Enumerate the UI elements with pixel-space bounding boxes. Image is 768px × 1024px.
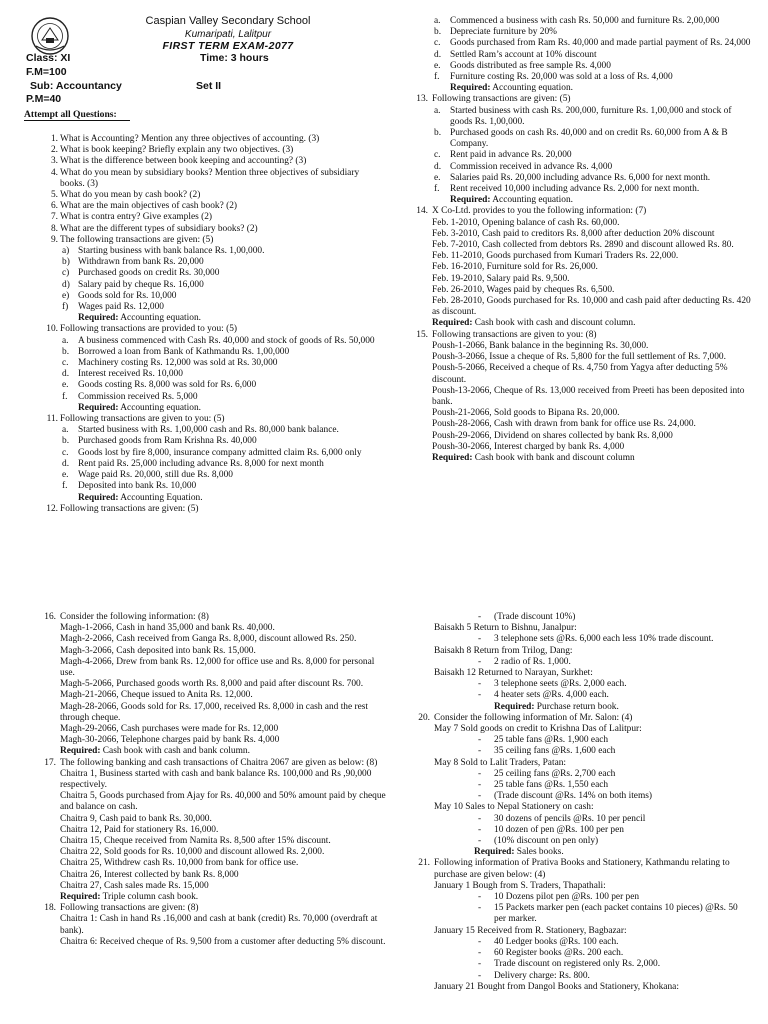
list-item: - 3 telephone sets @Rs. 6,000 each less 10% trade discount. [478,634,714,645]
list-item: Magh-1-2066, Cash in hand 35,000 and bank Rs. 40,000. [60,623,275,634]
instructions: Attempt all Questions: [24,109,117,120]
required-note: Required: Cash book with cash and discount column. [432,318,636,329]
list-item: - 25 table fans @Rs. 1,900 each [478,735,609,746]
list-item: f. Deposited into bank Rs. 10,000 [62,481,197,492]
list-item: Feb. 3-2010, Cash paid to creditors Rs. 8,000 after deduction 20% discount [432,228,715,239]
required-note: Required: Purchase return book. [494,701,619,712]
question-20: 20. Consider the following information of Mr. Salon: (4) May 7 Sold goods on credit to Krishna Das of Lalitpur: - 25 table fans @Rs. 1,900 each - 35 ceiling fans @Rs. 1,600 each May 8 Sold to Lalit Traders, Patan: - 25 ceiling fans @Rs. 2,700 each - 25 table fans @Rs. 1,550 each - (Trade discount @Rs. 14% on both items) May 10 Sales to Nepal Stationery on cash: - 30 dozens of pencils @Rs. 10 per pencil - 10 dozen of pen @Rs. 100 per pen - (10% discount on pen only) Required: Sales books. [414,713,752,859]
list-item: Chaitra 1: Cash in hand Rs .16,000 and cash at bank (credit) Rs. 70,000 (overdraft at bank). [60,914,378,936]
list-item: - 15 Packets marker pen (each packet contains 10 pieces) @Rs. 50 per marker. [478,903,738,925]
list-item: c. Machinery costing Rs. 12,000 was sold at Rs. 30,000 [62,358,278,369]
list-item: Chaitra 12, Paid for stationery Rs. 16,000. [60,824,219,835]
list-item: d. Settled Ram’s account at 10% discount [434,49,597,60]
list-item: a. Started business with Rs. 1,00,000 cash and Rs. 80,000 bank balance. [62,425,339,436]
list-item: Magh-21-2066, Cheque issued to Anita Rs. 12,000. [60,690,253,701]
list-item: b) Withdrawn from bank Rs. 20,000 [62,257,204,268]
list-item: Feb. 16-2010, Furniture sold for Rs. 26,000. [432,262,598,273]
list-item: e. Wage paid Rs. 20,000, still due Rs. 8,000 [62,470,233,481]
pass-marks: P.M=40 [26,93,62,105]
list-item: Magh-29-2066, Cash purchases were made for Rs. 12,000 [60,724,279,735]
required-note: Required: Accounting equation. [450,195,573,206]
question-21: 21. Following information of Prativa Books and Stationery, Kathmandu relating to purchase are given below: (4) January 1 Bough from S. Traders, Thapathali: - 10 Dozens pilot pen @Rs. 100 per pen - 15 Packets marker pen (each packet contains 10 pieces) @Rs. 50 per marker. January 15 Received from R. Stationery, Bagbazar: - 40 Ledger books @Rs. 100 each. - 60 Register books @Rs. 200 each. - Trade discount on registered only Rs. 2,000. - Delivery charge: Rs. 800. January 21 Bought from Dangol Books and Stationery, Khokana: [414,858,752,992]
group-heading: May 8 Sold to Lalit Traders, Patan: [434,757,567,768]
question-item: 6. What are the main objectives of cash book? (2) [50,201,238,212]
list-item: Magh-2-2066, Cash received from Ganga Rs. 8,000, discount allowed Rs. 250. [60,634,357,645]
list-item: f. Rent received 10,000 including advance Rs. 2,000 for next month. [434,184,700,195]
set-label: Set II [196,80,222,92]
list-item: c) Purchased goods on credit Rs. 30,000 [62,268,220,279]
list-item: Poush-1-2066, Bank balance in the beginning Rs. 30,000. [432,340,649,351]
required-note: Required: Triple column cash book. [60,892,199,903]
list-item: d. Interest received Rs. 10,000 [62,369,183,380]
group-heading: January 21 Bought from Dangol Books and Stationery, Khokana: [434,981,679,992]
list-item: Chaitra 15, Cheque received from Namita Rs. 8,500 after 15% discount. [60,836,331,847]
school-name: Caspian Valley Secondary School [145,15,311,27]
list-item: d) Salary paid by cheque Rs. 16,000 [62,279,204,290]
list-item: Chaitra 27, Cash sales made Rs. 15,000 [60,880,209,891]
question-15: 15. Following transactions are given to you: (8) Poush-1-2066, Bank balance in the beginning Rs. 30,000. Poush-3-2066, Issue a cheque of Rs. 5,800 for the full settlement of Rs. 7,000. Poush-5-2066, Received a cheque of Rs. 4,750 from Yagya after deducting 5% discount. Poush-13-2066, Cheque of Rs. 13,000 received from Preeti has been deposited into bank. Poush-21-2066, Sold goods to Bipana Rs. 20,000. Poush-28-2066, Cash with drawn from bank for office use Rs. 24,000. Poush-29-2066, Dividend on shares collected by bank Rs. 8,000 Poush-30-2066, Interest charged by bank Rs. 4,000 Required: Cash book with bank and discount column [412,330,752,464]
list-item: Feb. 7-2010, Cash collected from debtors Rs. 2890 and discount allowed Rs. 80. [432,240,734,251]
list-item: a. Started business with cash Rs. 200,000, furniture Rs. 1,00,000 and stock of goods Rs. 1,00,000. [434,105,732,127]
question-18: 18. Following transactions are given: (8) Chaitra 1: Cash in hand Rs .16,000 and cash at bank (credit) Rs. 70,000 (overdraft at bank). Chaitra 6: Received cheque of Rs. 9,500 from a customer after deducting 5% discount. [44,903,386,947]
question-16: 16. Consider the following information: (8) Magh-1-2066, Cash in hand 35,000 and bank Rs. 40,000. Magh-2-2066, Cash received from Ganga Rs. 8,000, discount allowed Rs. 250. Magh-3-2066, Cash deposited into bank Rs. 15,000. Magh-4-2066, Drew from bank Rs. 12,000 for office use and Rs. 8,000 for personal use. Magh-5-2066, Purchased goods worth Rs. 8,000 and paid after discount Rs. 700. Magh-21-2066, Cheque issued to Anita Rs. 12,000. Magh-28-2066, Goods sold for Rs. 17,000, received Rs. 8,000 in cash and the rest through cheque. Magh-29-2066, Cash purchases were made for Rs. 12,000 Magh-30-2066, Telephone charges paid by bank Rs. 4,000 Required: Cash book with cash and bank column. [40,612,386,758]
group-heading: Baisakh 12 Returned to Narayan, Surkhet: [434,668,593,679]
list-item: d. Rent paid Rs. 25,000 including advance Rs. 8,000 for next month [62,458,324,469]
list-item: - 25 table fans @Rs. 1,550 each [478,780,609,791]
question-12-continued [412,16,752,94]
list-item: Feb. 1-2010, Opening balance of cash Rs. 60,000. [432,217,620,228]
question-13: 13. Following transactions are given: (5) a. Started business with cash Rs. 200,000, furniture Rs. 1,00,000 and stock of goods Rs. 1,00,000. b. Purchased goods on cash Rs. 40,000 and on credit Rs. 60,000 from A & B Company. c. Rent paid in advance Rs. 20,000 d. Commission received in advance Rs. 4,000 e. Salaries paid Rs. 20,000 including advance Rs. 6,000 for next month. f. Rent received 10,000 including advance Rs. 2,000 for next month. Required: Accounting equation. [412,94,752,206]
list-item: Chaitra 25, Withdrew cash Rs. 10,000 from bank for office use. [60,858,299,869]
list-item: - 4 heater sets @Rs. 4,000 each. [478,690,609,701]
list-item: - Trade discount on registered only Rs. 2,000. [478,959,661,970]
list-item: - 2 radio of Rs. 1,000. [478,656,571,667]
list-item: c. Goods purchased from Ram Rs. 40,000 and made partial payment of Rs. 24,000 [434,38,751,49]
subject-label: Sub: Accountancy [30,80,122,92]
list-item: a) Starting business with bank balance Rs. 1,00,000. [62,246,265,257]
full-marks: F.M=100 [26,66,67,78]
group-heading: Baisakh 8 Return from Trilog, Dang: [434,645,573,656]
list-item: Poush-5-2066, Received a cheque of Rs. 4,750 from Yagya after deducting 5% discount. [432,363,728,385]
question-11: 11. Following transactions are given to you: (5) a. Started business with Rs. 1,00,000 cash and Rs. 80,000 bank balance. b. Purchased goods from Ram Krishna Rs. 40,000 c. Goods lost by fire 8,000, insurance company admitted claim Rs. 6,000 only d. Rent paid Rs. 25,000 including advance Rs. 8,000 for next month e. Wage paid Rs. 20,000, still due Rs. 8,000 f. Deposited into bank Rs. 10,000 Required: Accounting Equation. [24,414,386,504]
list-item: - 40 Ledger books @Rs. 100 each. [478,936,619,947]
list-item: Chaitra 9, Cash paid to bank Rs. 30,000. [60,813,212,824]
list-item: - (10% discount on pen only) [478,836,599,847]
list-item: Magh-5-2066, Purchased goods worth Rs. 8,000 and paid after discount Rs. 700. [60,679,364,690]
question-item: 8. What are the different types of subsidiary books? (2) [50,223,258,234]
group-heading: Baisakh 5 Return to Bishnu, Janalpur: [434,623,577,634]
question-9: 9. The following transactions are given: (5) a) Starting business with bank balance Rs. 1,00,000. b) Withdrawn from bank Rs. 20,000 c) Purchased goods on credit Rs. 30,000 d) Salary paid by cheque Rs. 16,000 e) Goods sold for Rs. 10,000 f) Wages paid Rs. 12,000 Required: Accounting equation. [24,235,386,325]
list-item: e. Salaries paid Rs. 20,000 including advance Rs. 6,000 for next month. [434,172,711,183]
list-item: Poush-28-2066, Cash with drawn from bank for office use Rs. 24,000. [432,419,696,430]
list-item: Feb. 28-2010, Goods purchased for Rs. 10,000 and cash paid after deducting Rs. 420 as discount. [432,296,751,318]
list-item: Magh-30-2066, Telephone charges paid by bank Rs. 4,000 [60,735,280,746]
time-label: Time: 3 hours [200,52,269,64]
list-item: e. Goods costing Rs. 8,000 was sold for Rs. 6,000 [62,380,257,391]
list-item: f) Wages paid Rs. 12,000 [62,302,164,313]
left-column-top [24,14,386,515]
list-item: Magh-4-2066, Drew from bank Rs. 12,000 for office use and Rs. 8,000 for personal use. [60,656,375,679]
list-item: - 25 ceiling fans @Rs. 2,700 each [478,768,616,779]
class-label: Class: XI [26,52,71,64]
list-item: - 10 dozen of pen @Rs. 100 per pen [478,824,624,835]
required-note: Required: Cash book with cash and bank column. [60,746,250,757]
group-heading: May 7 Sold goods on credit to Krishna Das of Lalitpur: [434,724,642,735]
list-item: - Delivery charge: Rs. 800. [478,970,590,981]
required-note: Required: Accounting equation. [78,313,201,324]
list-item: a. Commenced a business with cash Rs. 50,000 and furniture Rs. 2,00,000 [434,16,720,26]
required-note: Required: Accounting equation. [78,402,201,413]
required-note: Required: Accounting equation. [450,83,573,94]
list-item: f. Furniture costing Rs. 20,000 was sold at a loss of Rs. 4,000 [434,72,673,83]
question-item: 3. What is the difference between book keeping and accounting? (3) [50,156,307,167]
list-item: Poush-29-2066, Dividend on shares collected by bank Rs. 8,000 [432,430,673,441]
list-item: - (Trade discount 10%) [478,612,576,622]
list-item: d. Commission received in advance Rs. 4,000 [434,161,613,172]
group-heading: January 15 Received from R. Stationery, Bagbazar: [434,925,627,936]
required-note: Required: Sales books. [474,847,564,858]
exam-title: FIRST TERM EXAM-2077 [162,40,294,52]
list-item: Magh-3-2066, Cash deposited into bank Rs. 15,000. [60,645,256,656]
question-item: 7. What is contra entry? Give examples (2) [50,212,213,223]
group-heading: January 1 Bough from S. Traders, Thapathali: [434,880,606,891]
question-17: 17. The following banking and cash transactions of Chaitra 2067 are given as below: (8) Chaitra 1, Business started with cash and bank balance Rs. 100,000 and Rs ,90,000 respectively. Chaitra 5, Goods purchased from Ajay for Rs. 40,000 and 50% amount paid by cheque and balance on cash. Chaitra 9, Cash paid to bank Rs. 30,000. Chaitra 12, Paid for stationery Rs. 16,000. Chaitra 15, Cheque received from Namita Rs. 8,500 after 15% discount. Chaitra 22, Sold goods for Rs. 10,000 and discount allowed Rs. 2,000. Chaitra 25, Withdrew cash Rs. 10,000 from bank for office use. Chaitra 26, Interest collected by bank Rs. 8,000 Chaitra 27, Cash sales made Rs. 15,000 Required: Triple column cash book. [44,757,386,903]
exam-header [24,14,386,120]
list-item: Magh-28-2066, Goods sold for Rs. 17,000, received Rs. 8,000 in cash and the rest through cheque. [60,701,369,723]
list-item: Feb. 19-2010, Salary paid Rs. 9,500. [432,273,570,284]
instructions-underline [24,120,130,121]
question-item: 1. What is Accounting? Mention any three objectives of accounting. (3) [50,134,320,144]
list-item: b. Purchased goods from Ram Krishna Rs. 40,000 [62,436,257,447]
list-item: f. Commission received Rs. 5,000 [62,391,198,402]
question-14: 14. X Co-Ltd. provides to you the following information: (7) Feb. 1-2010, Opening balance of cash Rs. 60,000. Feb. 3-2010, Cash paid to creditors Rs. 8,000 after deduction 20% discount Feb. 7-2010, Cash collected from debtors Rs. 2890 and discount allowed Rs. 80. Feb. 11-2010, Goods purchased from Kumari Traders Rs. 22,000. Feb. 16-2010, Furniture sold for Rs. 26,000. Feb. 19-2010, Salary paid Rs. 9,500. Feb. 26-2010, Wages paid by cheques Rs. 6,500. Feb. 28-2010, Goods purchased for Rs. 10,000 and cash paid after deducting Rs. 420 as discount. Required: Cash book with cash and discount column. [416,206,751,329]
list-item: Chaitra 1, Business started with cash and bank balance Rs. 100,000 and Rs ,90,000 respectively. [60,768,372,791]
question-item: 5. What do you mean by cash book? (2) [50,190,201,201]
right-column-top [412,16,752,464]
list-item: Chaitra 5, Goods purchased from Ajay for Rs. 40,000 and 50% amount paid by cheque and balance on cash. [60,791,386,813]
question-19-continued [414,612,752,713]
list-item: a. A business commenced with Cash Rs. 40,000 and stock of goods of Rs. 50,000 [62,335,375,346]
list-item: b. Depreciate furniture by 20% [434,27,557,38]
list-item: Chaitra 22, Sold goods for Rs. 10,000 and discount allowed Rs. 2,000. [60,847,325,858]
required-note: Required: Accounting Equation. [78,492,203,503]
short-questions [24,134,386,235]
list-item: Poush-30-2066, Interest charged by bank Rs. 4,000 [432,441,625,452]
list-item: e. Goods distributed as free sample Rs. 4,000 [434,60,611,71]
list-item: c. Goods lost by fire 8,000, insurance company admitted claim Rs. 6,000 only [62,447,362,458]
list-item: Chaitra 26, Interest collected by bank Rs. 8,000 [60,869,239,880]
list-item: Poush-3-2066, Issue a cheque of Rs. 5,800 for the full settlement of Rs. 7,000. [432,352,726,363]
list-item: b. Purchased goods on cash Rs. 40,000 and on credit Rs. 60,000 from A & B Company. [434,128,728,150]
list-item: e) Goods sold for Rs. 10,000 [62,290,177,301]
list-item: Poush-13-2066, Cheque of Rs. 13,000 received from Preeti has been deposited into bank. [432,385,745,407]
list-item: Chaitra 6: Received cheque of Rs. 9,500 from a customer after deducting 5% discount. [60,936,386,947]
list-item: Feb. 26-2010, Wages paid by cheques Rs. 6,500. [432,284,615,295]
list-item: c. Rent paid in advance Rs. 20,000 [434,150,572,161]
required-note: Required: Cash book with bank and discount column [432,452,635,463]
list-item: - (Trade discount @Rs. 14% on both items) [478,791,653,802]
list-item: b. Borrowed a loan from Bank of Kathmandu Rs. 1,00,000 [62,346,290,357]
group-heading: May 10 Sales to Nepal Stationery on cash: [434,802,594,813]
question-item: 2. What is book keeping? Briefly explain any two objectives. (3) [50,145,294,156]
list-item: - 3 telephone seets @Rs. 2,000 each. [478,679,627,690]
left-column-bottom [40,612,386,948]
question-item: 4. What do you mean by subsidiary books? Mention three objectives of subsidiary books. (3) [50,167,360,189]
list-item: - 60 Register books @Rs. 200 each. [478,948,624,959]
school-logo-icon [30,16,70,56]
question-12: 12. Following transactions are given: (5) [46,503,199,514]
question-10: 10. Following transactions are provided to you: (5) a. A business commenced with Cash Rs. 40,000 and stock of goods of Rs. 50,000 b. Borrowed a loan from Bank of Kathmandu Rs. 1,00,000 c. Machinery costing Rs. 12,000 was sold at Rs. 30,000 d. Interest received Rs. 10,000 e. Goods costing Rs. 8,000 was sold for Rs. 6,000 f. Commission received Rs. 5,000 Required: Accounting equation. [24,324,386,414]
list-item: Feb. 11-2010, Goods purchased from Kumari Traders Rs. 22,000. [432,251,679,262]
list-item: - 30 dozens of pencils @Rs. 10 per pencil [478,813,646,824]
list-item: Poush-21-2066, Sold goods to Bipana Rs. 20,000. [432,408,620,419]
list-item: - 10 Dozens pilot pen @Rs. 100 per pen [478,892,640,903]
right-column-bottom [414,612,752,993]
school-location: Kumaripati, Lalitpur [184,29,272,40]
list-item: - 35 ceiling fans @Rs. 1,600 each [478,746,616,757]
